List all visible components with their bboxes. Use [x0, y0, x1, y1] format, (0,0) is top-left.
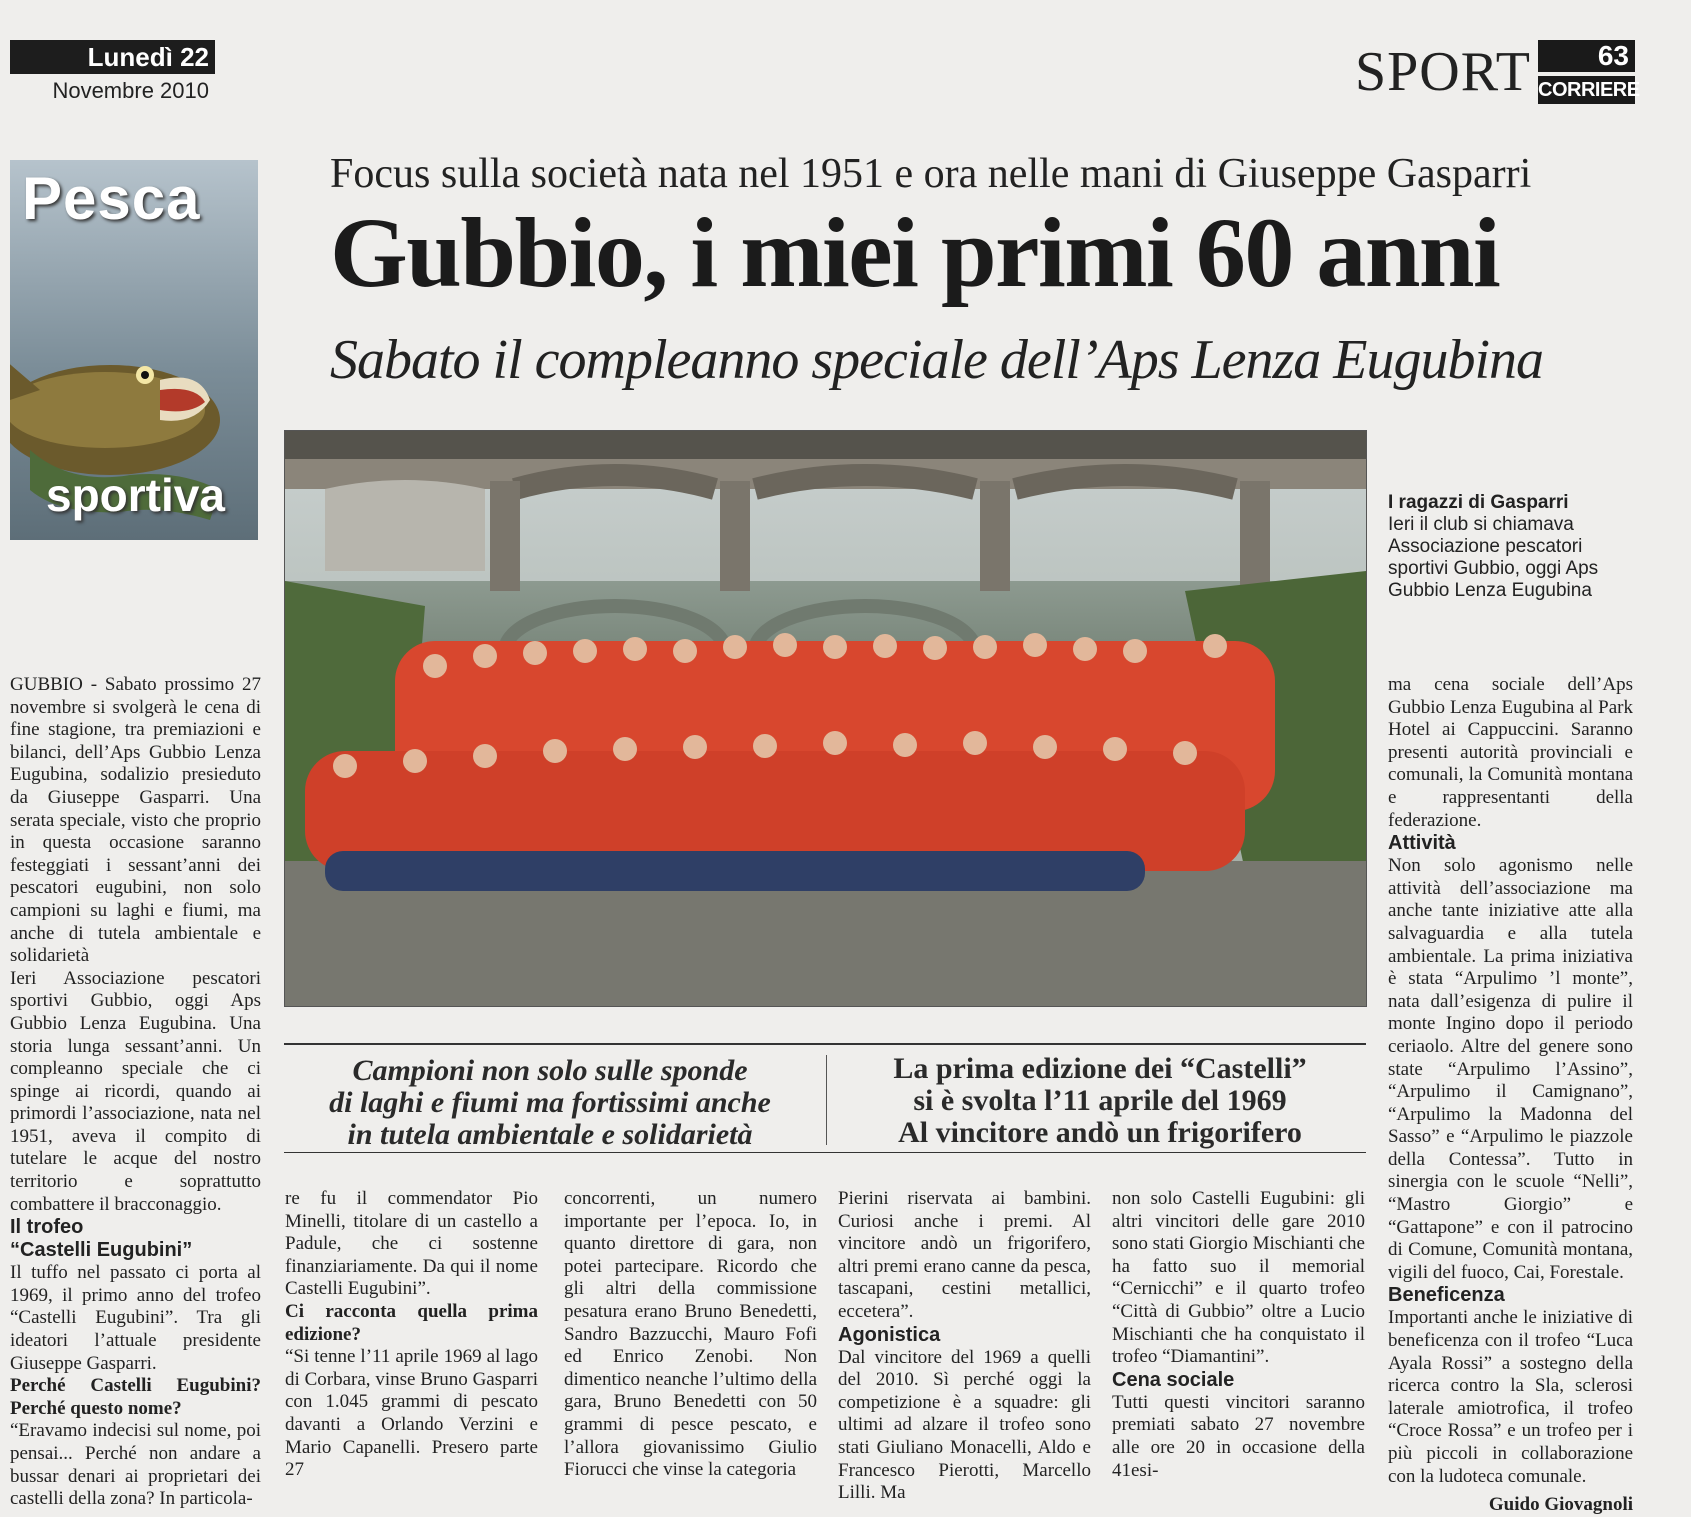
- pull-quote-line: La prima edizione dei “Castelli”: [893, 1052, 1307, 1085]
- caption-text: Ieri il club si chiamava Associazione pescatori sportivi Gubbio, oggi Aps Gubbio Lenza Eugubina: [1388, 514, 1599, 601]
- article-column-left: [10, 674, 261, 1511]
- article-paragraph: ma cena sociale dell’Aps Gubbio Lenza Eugubina al Park Hotel ai Cappuccini. Saranno presenti autorità provinciali e comunali, la Comunità montana e rappresentanti della federazione.: [1388, 674, 1633, 831]
- pull-quote-line: Al vincitore andò un frigorifero: [898, 1116, 1302, 1149]
- article-paragraph: concorrenti, un numero importante per l’epoca. Io, in quanto direttore di gara, non potei partecipare. Ricordo che gli altri della commissione pesatura erano Bruno Benedetti, Sandro Bazzucchi, Mauro Fofi ed Enrico Zenobi. Non dimentico neanche l’ultimo della gara, Bruno Benedetti con 50 grammi di pesce pescato, e l’allora giovanissimo Giulio Fiorucci che vinse la categoria: [564, 1188, 817, 1481]
- article-column-bottom-1: [285, 1188, 538, 1482]
- date-day-badge: Lunedì 22: [10, 40, 215, 74]
- article-column-right: [1388, 674, 1633, 1517]
- article-paragraph: GUBBIO - Sabato prossimo 27 novembre si svolgerà le cena di fine stagione, tra premiazioni e bilanci, dell’Aps Gubbio Lenza Eugubina, sodalizio presieduto da Giuseppe Gasparri. Una serata speciale, visto che proprio in questa occasione saranno festeggiati i sessant’anni dei pescatori eugubini, non solo campioni su laghi e fiumi, ma anche di tutela ambientale e solidarietà: [10, 674, 261, 967]
- pull-quote-line: si è svolta l’11 aprile del 1969: [913, 1084, 1287, 1117]
- article-column-bottom-4: [1112, 1188, 1365, 1482]
- article-subheadline: Sabato il compleanno speciale dell’Aps Lenza Eugubina: [330, 329, 1544, 391]
- article-column-bottom-3: [838, 1188, 1091, 1505]
- article-paragraph: Non solo agonismo nelle attività dell’associazione ma anche tante iniziative atte alla salvaguardia e alla tutela ambientale. La prima iniziativa è stata “Arpulimo ’l monte”, nata dall’esigenza di pulire il monte Ingino dopo il periodo ceriaolo. Altre del genere sono state “Arpulimo l’Assino”, “Arpulimo il Camignano”, “Arpulimo la Madonna del Sasso” e “Arpulimo le piazzole della Contessa”. Tutto in sinergia con le scuole “Nelli”, “Mastro Giorgio” e “Gattapone” e con il patrocino di Comune, Comunità montana, vigili del fuoco, Cai, Forestale.: [1388, 855, 1633, 1283]
- article-paragraph: Tutti questi vincitori saranno premiati sabato 27 novembre alle ore 20 in occasione della 41esi-: [1112, 1391, 1365, 1481]
- logo-word-sportiva: sportiva: [46, 469, 225, 521]
- pesca-sportiva-logo: [10, 160, 258, 540]
- article-headline: Gubbio, i miei primi 60 anni: [330, 197, 1500, 308]
- group-photo: [284, 430, 1367, 1007]
- article-paragraph: Pierini riservata ai bambini. Curiosi anche i premi. Al vincitore andò un frigorifero, altri premi erano canne da pesca, tascapani, cestini metallici, eccetera”.: [838, 1188, 1091, 1322]
- section-title: SPORT: [1355, 41, 1531, 103]
- pull-quote-divider: [826, 1055, 827, 1145]
- caption-title: I ragazzi di Gasparri: [1388, 492, 1569, 513]
- newspaper-name: CORRIERE: [1538, 76, 1635, 104]
- page-number: 63: [1538, 40, 1635, 72]
- section-subtitle: Il trofeo: [10, 1216, 84, 1239]
- section-subtitle: Agonistica: [838, 1323, 941, 1346]
- interview-question: Ci racconta quella prima edizione?: [285, 1300, 538, 1345]
- article-paragraph: non solo Castelli Eugubini: gli altri vincitori delle gare 2010 sono stati Giorgio Mischianti che ha fatto suo il memorial “Cernicchi” e il quarto trofeo “Città di Gubbio” oltre a Lucio Mischianti che ha conquistato il trofeo “Diamantini”.: [1112, 1188, 1365, 1368]
- article-paragraph: “Si tenne l’11 aprile 1969 al lago di Corbara, vinse Bruno Gasparri con 1.045 grammi di pescato davanti a Orlando Verzini e Mario Capanelli. Presero parte 27: [285, 1346, 538, 1481]
- section-subtitle: “Castelli Eugubini”: [10, 1239, 193, 1262]
- article-paragraph: Dal vincitore del 1969 a quelli del 2010. Sì perché oggi la competizione è a squadre: gli ultimi ad alzare il trofeo sono stati Giuliano Monacelli, Aldo e Francesco Pierotti, Marcello Lilli. Ma: [838, 1346, 1091, 1504]
- pull-quote-line: di laghi e fiumi ma fortissimi anche: [329, 1086, 771, 1119]
- pull-quote-right: [840, 1053, 1360, 1149]
- article-paragraph: Il tuffo nel passato ci porta al 1969, il primo anno del trofeo “Castelli Eugubini”. Tra gli ideatori l’attuale presidente Giuseppe Gasparri.: [10, 1262, 261, 1374]
- article-paragraph: Ieri Associazione pescatori sportivi Gubbio, oggi Aps Gubbio Lenza Eugubina. Una storia lunga sessant’anni. Un compleanno speciale che ci spinge ai ricordi, quando ai primordi l’associazione, nata nel 1951, aveva il compito di tutelare le acque del nostro territorio e soprattutto combattere il bracconaggio.: [10, 967, 261, 1215]
- photo-illustration: [285, 431, 1366, 1006]
- divider-rule: [284, 1043, 1366, 1045]
- pull-quote-line: Campioni non solo sulle sponde: [352, 1054, 748, 1087]
- article-column-bottom-2: [564, 1188, 817, 1482]
- logo-word-pesca: Pesca: [22, 165, 201, 232]
- article-paragraph: re fu il commendator Pio Minelli, titolare di un castello a Padule, che ci sostenne finanziariamente. Da qui il nome Castelli Eugubini”.: [285, 1188, 538, 1300]
- author-signature: Guido Giovagnoli: [1488, 1494, 1633, 1516]
- section-subtitle: Beneficenza: [1388, 1284, 1505, 1307]
- photo-caption: [1388, 492, 1633, 602]
- section-subtitle: Cena sociale: [1112, 1368, 1235, 1391]
- article-paragraph: Importanti anche le iniziative di beneficenza con il trofeo “Luca Ayala Rossi” a sostegno della ricerca contro la Sla, sclerosi laterale amiotrofica, il trofeo “Croce Rossa” e un trofeo per i più piccoli in collaborazione con la ludoteca comunale.: [1388, 1307, 1633, 1487]
- article-kicker: Focus sulla società nata nel 1951 e ora nelle mani di Giuseppe Gasparri: [330, 151, 1532, 197]
- interview-question: Perché Castelli Eugubini? Perché questo nome?: [10, 1375, 261, 1419]
- pull-quote-line: in tutela ambientale e solidarietà: [347, 1118, 753, 1151]
- date-month-year: Novembre 2010: [52, 78, 209, 103]
- divider-rule: [284, 1152, 1366, 1153]
- section-subtitle: Attività: [1388, 832, 1456, 855]
- pull-quote-left: [290, 1055, 810, 1151]
- article-paragraph: “Eravamo indecisi sul nome, poi pensai... Perché non andare a bussar denari ai proprietari dei castelli della zona? In particola-: [10, 1420, 261, 1510]
